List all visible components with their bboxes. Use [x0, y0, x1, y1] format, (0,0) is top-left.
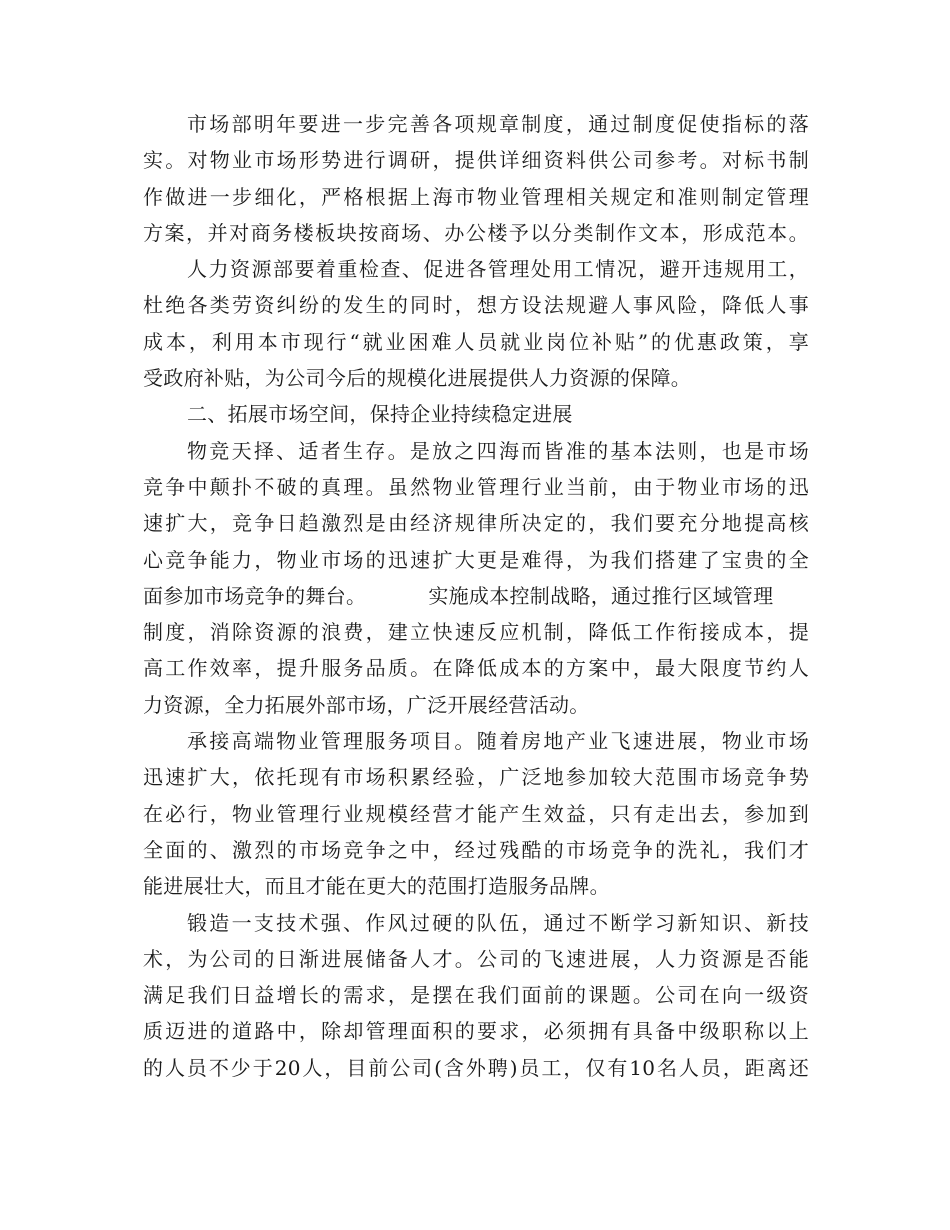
text-segment: 面参加市场竞争的舞台。 — [143, 583, 367, 608]
text-line: 全面的、激烈的市场竞争之中，经过残酷的市场竞争的洗礼，我们才 — [143, 837, 809, 862]
text-line: 满足我们日益增长的需求，是摆在我们面前的课题。公司在向一级资 — [143, 983, 809, 1008]
text-line: 的人员不少于20人，目前公司(含外聘)员工，仅有10名人员，距离还 — [143, 1055, 809, 1080]
paragraph-team — [143, 905, 809, 1086]
text-line: 实。对物业市场形势进行调研，提供详细资料供公司参考。对标书制 — [143, 148, 809, 173]
text-line: 物竞天择、适者生存。是放之四海而皆准的基本法则，也是市场 — [187, 438, 809, 463]
text-line: 人力资源部要着重检查、促进各管理处用工情况，避开违规用工， — [187, 257, 809, 282]
text-line: 迅速扩大，依托现有市场积累经验，广泛地参加较大范围市场竞争势 — [143, 765, 809, 790]
text-line: 承接高端物业管理服务项目。随着房地产业飞速进展，物业市场 — [187, 729, 809, 754]
text-line: 锻造一支技术强、作风过硬的队伍，通过不断学习新知识、新技 — [187, 910, 809, 935]
text-line: 在必行，物业管理行业规模经营才能产生效益，只有走出去，参加到 — [143, 801, 809, 826]
text-line: 速扩大，竞争日趋激烈是由经济规律所决定的，我们要充分地提高核 — [143, 511, 809, 536]
paragraph-market-dept — [143, 106, 809, 251]
paragraph-competition — [143, 433, 809, 723]
section-heading — [143, 396, 809, 432]
paragraph-hr-dept — [143, 251, 809, 396]
paragraph-high-end — [143, 723, 809, 904]
text-line: 制度，消除资源的浪费，建立快速反应机制，降低工作衔接成本，提 — [143, 620, 809, 645]
text-line: 受政府补贴，为公司今后的规模化进展提供人力资源的保障。 — [143, 366, 692, 391]
text-line: 术，为公司的日渐进展储备人才。公司的飞速进展，人力资源是否能 — [143, 946, 809, 971]
heading-text: 二、拓展市场空间，保持企业持续稳定进展 — [187, 402, 573, 427]
text-line: 方案，并对商务楼板块按商场、办公楼予以分类制作文本，形成范本。 — [143, 220, 809, 245]
text-line: 作做进一步细化，严格根据上海市物业管理相关规定和准则制定管理 — [143, 184, 809, 209]
text-line: 心竞争能力，物业市场的迅速扩大更是难得，为我们搭建了宝贵的全 — [143, 547, 809, 572]
text-line: 市场部明年要进一步完善各项规章制度，通过制度促使指标的落 — [187, 112, 809, 136]
text-line: 杜绝各类劳资纠纷的发生的同时，想方设法规避人事风险，降低人事 — [143, 293, 809, 318]
text-line: 力资源，全力拓展外部市场，广泛开展经营活动。 — [143, 692, 590, 717]
text-line: 成本，利用本市现行“就业困难人员就业岗位补贴”的优惠政策，享 — [143, 329, 809, 354]
text-segment: 实施成本控制战略，通过推行区域管理 — [428, 583, 774, 608]
text-line: 能进展壮大，而且才能在更大的范围打造服务品牌。 — [143, 874, 610, 899]
text-line: 质迈进的道路中，除却管理面积的要求，必须拥有具备中级职称以上 — [143, 1019, 809, 1044]
document-body — [143, 106, 809, 1086]
text-line: 高工作效率，提升服务品质。在降低成本的方案中，最大限度节约人 — [143, 656, 809, 681]
text-line-split — [143, 578, 809, 614]
text-line: 竞争中颠扑不破的真理。虽然物业管理行业当前，由于物业市场的迅 — [143, 474, 809, 499]
